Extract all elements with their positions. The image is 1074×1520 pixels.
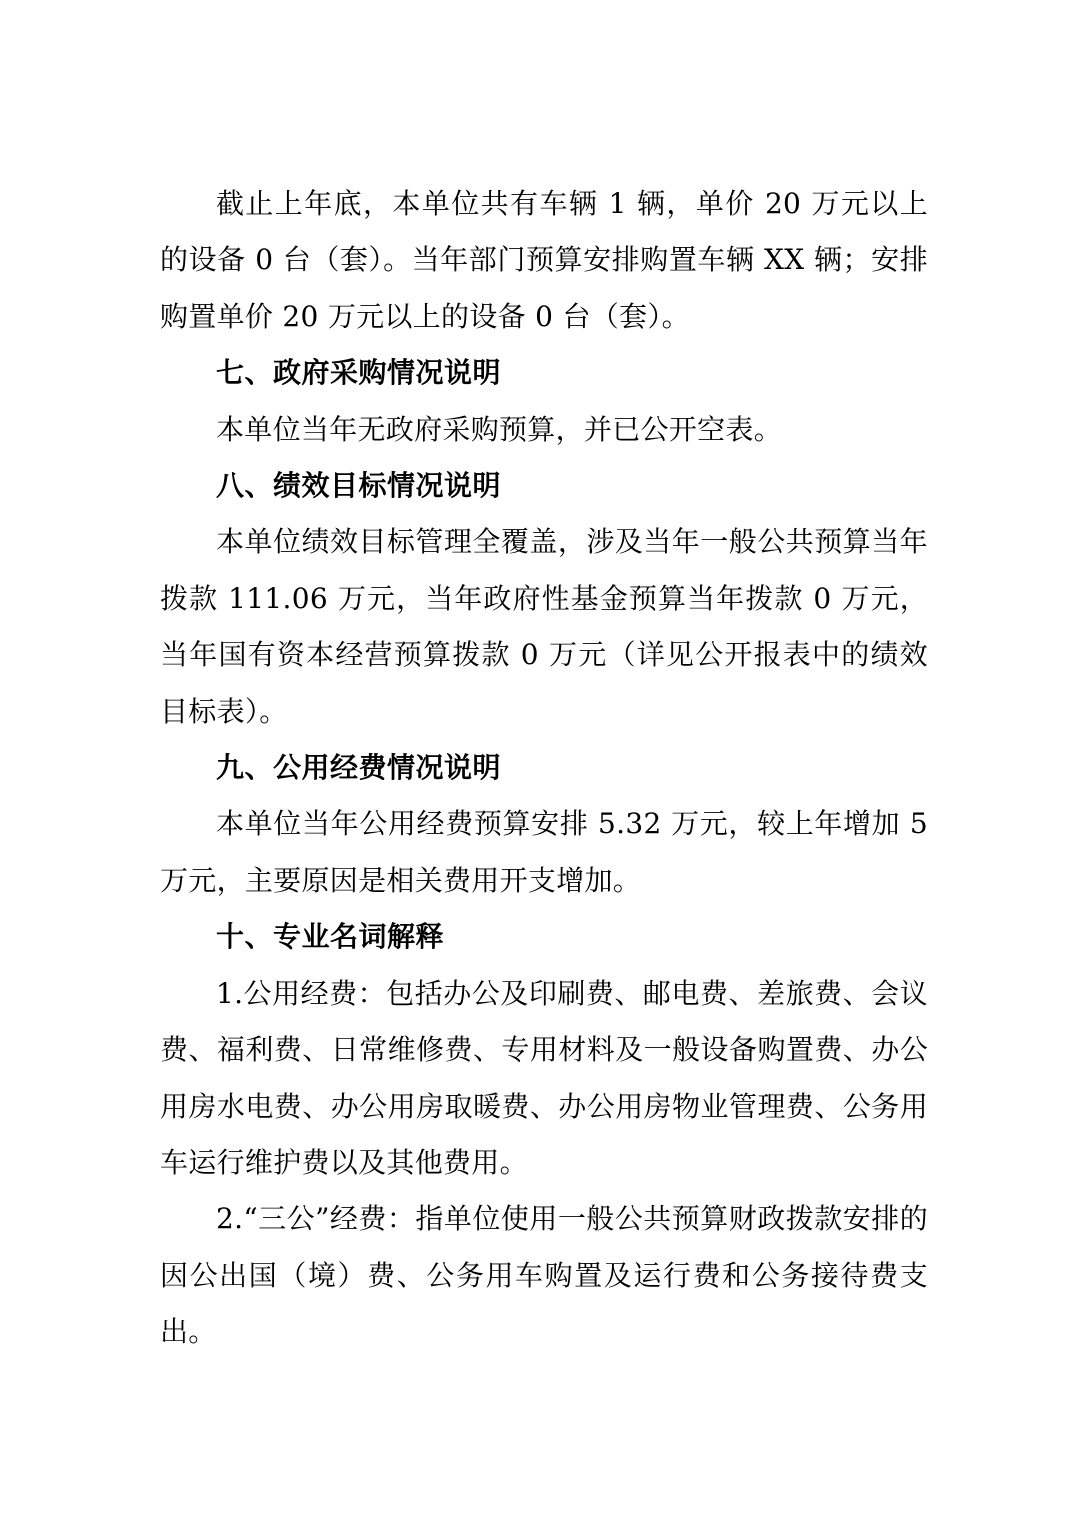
- section-7-heading: 七、政府采购情况说明: [216, 356, 502, 390]
- section-10-heading: 十、专业名词解释: [216, 920, 445, 954]
- section-8-paragraph: 本单位绩效目标管理全覆盖，涉及当年一般公共预算当年拨款 111.06 万元，当年政府性基金预算当年拨款 0 万元，当年国有资本经营预算拨款 0 万元（详见公开报表中的绩效目标表）。: [160, 525, 928, 728]
- section-7-paragraph: 本单位当年无政府采购预算，并已公开空表。: [216, 412, 783, 446]
- document-body: [160, 176, 928, 1361]
- term-definition-public-funds: 1.公用经费：包括办公及印刷费、邮电费、差旅费、会议费、福利费、日常维修费、专用材料及一般设备购置费、办公用房水电费、办公用房取暖费、办公用房物业管理费、公务用车运行维护费以及其他费用。: [160, 976, 928, 1179]
- vehicle-equipment-paragraph: 截止上年底，本单位共有车辆 1 辆，单价 20 万元以上的设备 0 台（套）。当年部门预算安排购置车辆 XX 辆；安排购置单价 20 万元以上的设备 0 台（套）。: [160, 187, 928, 333]
- section-9-heading: 九、公用经费情况说明: [216, 751, 502, 785]
- section-9-paragraph: 本单位当年公用经费预算安排 5.32 万元，较上年增加 5 万元，主要原因是相关费用开支增加。: [160, 807, 928, 897]
- term-definition-three-public: 2.“三公”经费：指单位使用一般公共预算财政拨款安排的因公出国（境）费、公务用车购置及运行费和公务接待费支出。: [160, 1202, 928, 1349]
- section-8-heading: 八、绩效目标情况说明: [216, 469, 502, 503]
